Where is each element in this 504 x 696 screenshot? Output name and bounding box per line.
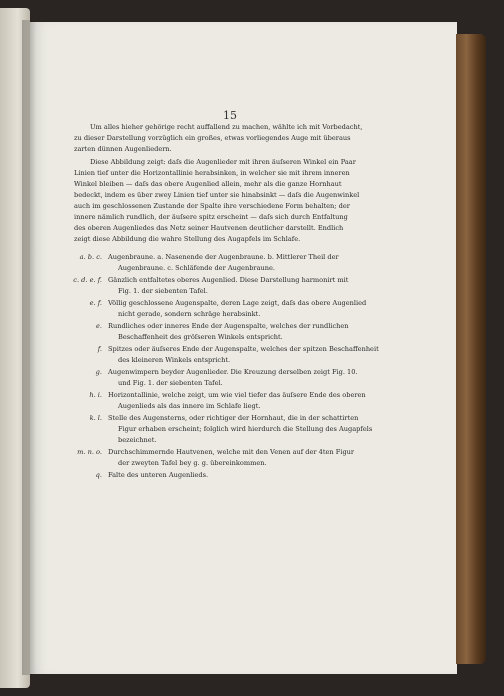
legend-label: h. i.	[89, 391, 102, 399]
legend-entry	[108, 344, 448, 366]
legend-label: f.	[97, 345, 102, 353]
body-line: Linien tief unter die Horizontallinie herabsinken, in welcher sie mit ihrem inneren	[74, 169, 350, 177]
legend-line: Augenbraune. c. Schläfende der Augenbraune.	[118, 264, 276, 272]
legend-label: q.	[95, 471, 102, 479]
legend-line: Spitzes oder äuſseres Ende der Augenspalte, welches der spitzen Beschaffenheit	[108, 345, 379, 353]
legend-line: Figur erhaben erscheint; folglich wird hierdurch die Stellung des Augapfels	[118, 425, 373, 433]
legend-entry	[108, 321, 448, 343]
body-line: auch im geschlossenen Zustande der Spalte ihre verschiedene Form behalten; der	[74, 202, 350, 210]
legend-entry	[108, 470, 448, 481]
legend-label: m. n. o.	[77, 448, 102, 456]
legend-line: Völlig geschlossene Augenspalte, deren Lage zeigt, daſs das obere Augenlied	[108, 299, 367, 307]
legend-line: Augenbraune. a. Nasenende der Augenbraune. b. Mittlerer Theil der	[108, 253, 339, 261]
legend-label: e.	[96, 322, 102, 330]
body-line: bedeckt, indem es über zwey Linien tief unter sie hinabsinkt — daſs die Augenwinkel	[74, 191, 360, 199]
legend-line: bezeichnet.	[118, 436, 157, 444]
page-number: 15	[223, 109, 237, 122]
legend-line: Gänzlich entfaltetes oberes Augenlied. Diese Darstellung harmonirt mit	[108, 276, 349, 284]
legend-label: a. b. c.	[79, 253, 102, 261]
legend-label: k. l.	[89, 414, 102, 422]
intro-paragraph	[74, 122, 444, 155]
intro-line: Um alles hieher gehörige recht auffallend zu machen, wählte ich mit Vorbedacht,	[90, 123, 363, 131]
legend-label: e. f.	[89, 299, 102, 307]
legend-label: c. d. e. f.	[73, 276, 102, 284]
body-paragraph	[74, 157, 444, 245]
legend-line: Augenlieds als das innere im Schlafe liegt.	[118, 402, 261, 410]
legend-entry	[108, 390, 448, 412]
legend-label: g.	[95, 368, 102, 376]
legend-line: Augenwimpern beyder Augenlieder. Die Kreuzung derselben zeigt Fig. 10.	[108, 368, 358, 376]
body-line: Diese Abbildung zeigt: daſs die Augenlieder mit ihren äuſseren Winkel ein Paar	[90, 158, 356, 166]
body-line: innere nämlich rundlich, der äuſsere spitz erscheint — daſs sich durch Entfaltung	[74, 213, 348, 221]
legend-line: Fig. 1. der siebenten Tafel.	[118, 287, 208, 295]
legend-line: nicht gerade, sondern schräge herabsinkt.	[118, 310, 261, 318]
body-line: zeigt diese Abbildung die wahre Stellung des Augapfels im Schlafe.	[74, 235, 301, 243]
intro-line: zarten dünnen Augenliedern.	[74, 145, 172, 153]
body-line: des oberen Augenliedes das Netz seiner Hautvenen deutlicher darstellt. Endlich	[74, 224, 344, 232]
book-binding	[456, 34, 486, 664]
legend-line: Horizontallinie, welche zeigt, um wie viel tiefer das äuſsere Ende des oberen	[108, 391, 366, 399]
gutter-shadow	[22, 20, 36, 675]
legend-line: Rundliches oder inneres Ende der Augenspalte, welches der rundlichen	[108, 322, 349, 330]
legend-entry	[108, 298, 448, 320]
legend-line: Stelle des Augensterns, oder richtiger der Hornhaut, die in der schattirten	[108, 414, 359, 422]
legend-line: Beschaffenheit des gröſseren Winkels entspricht.	[118, 333, 283, 341]
legend-line: und Fig. 1. der siebenten Tafel.	[118, 379, 223, 387]
legend-line: der zweyten Tafel bey g. g. übereinkommen.	[118, 459, 267, 467]
legend-line: des kleineren Winkels entspricht.	[118, 356, 231, 364]
legend-entry	[108, 447, 448, 469]
legend-entry	[108, 275, 448, 297]
legend-entry	[108, 367, 448, 389]
intro-line: zu dieser Darstellung vorzüglich ein großes, etwas vorliegendes Auge mit überaus	[74, 134, 351, 142]
legend-line: Durchschimmernde Hautvenen, welche mit den Venen auf der 4ten Figur	[108, 448, 355, 456]
legend-entry	[108, 252, 448, 274]
legend-entry	[108, 413, 448, 446]
body-line: Winkel bleiben — daſs das obere Augenlied allein, mehr als die ganze Hornhaut	[74, 180, 342, 188]
legend-line: Falte des unteren Augenlieds.	[108, 471, 209, 479]
